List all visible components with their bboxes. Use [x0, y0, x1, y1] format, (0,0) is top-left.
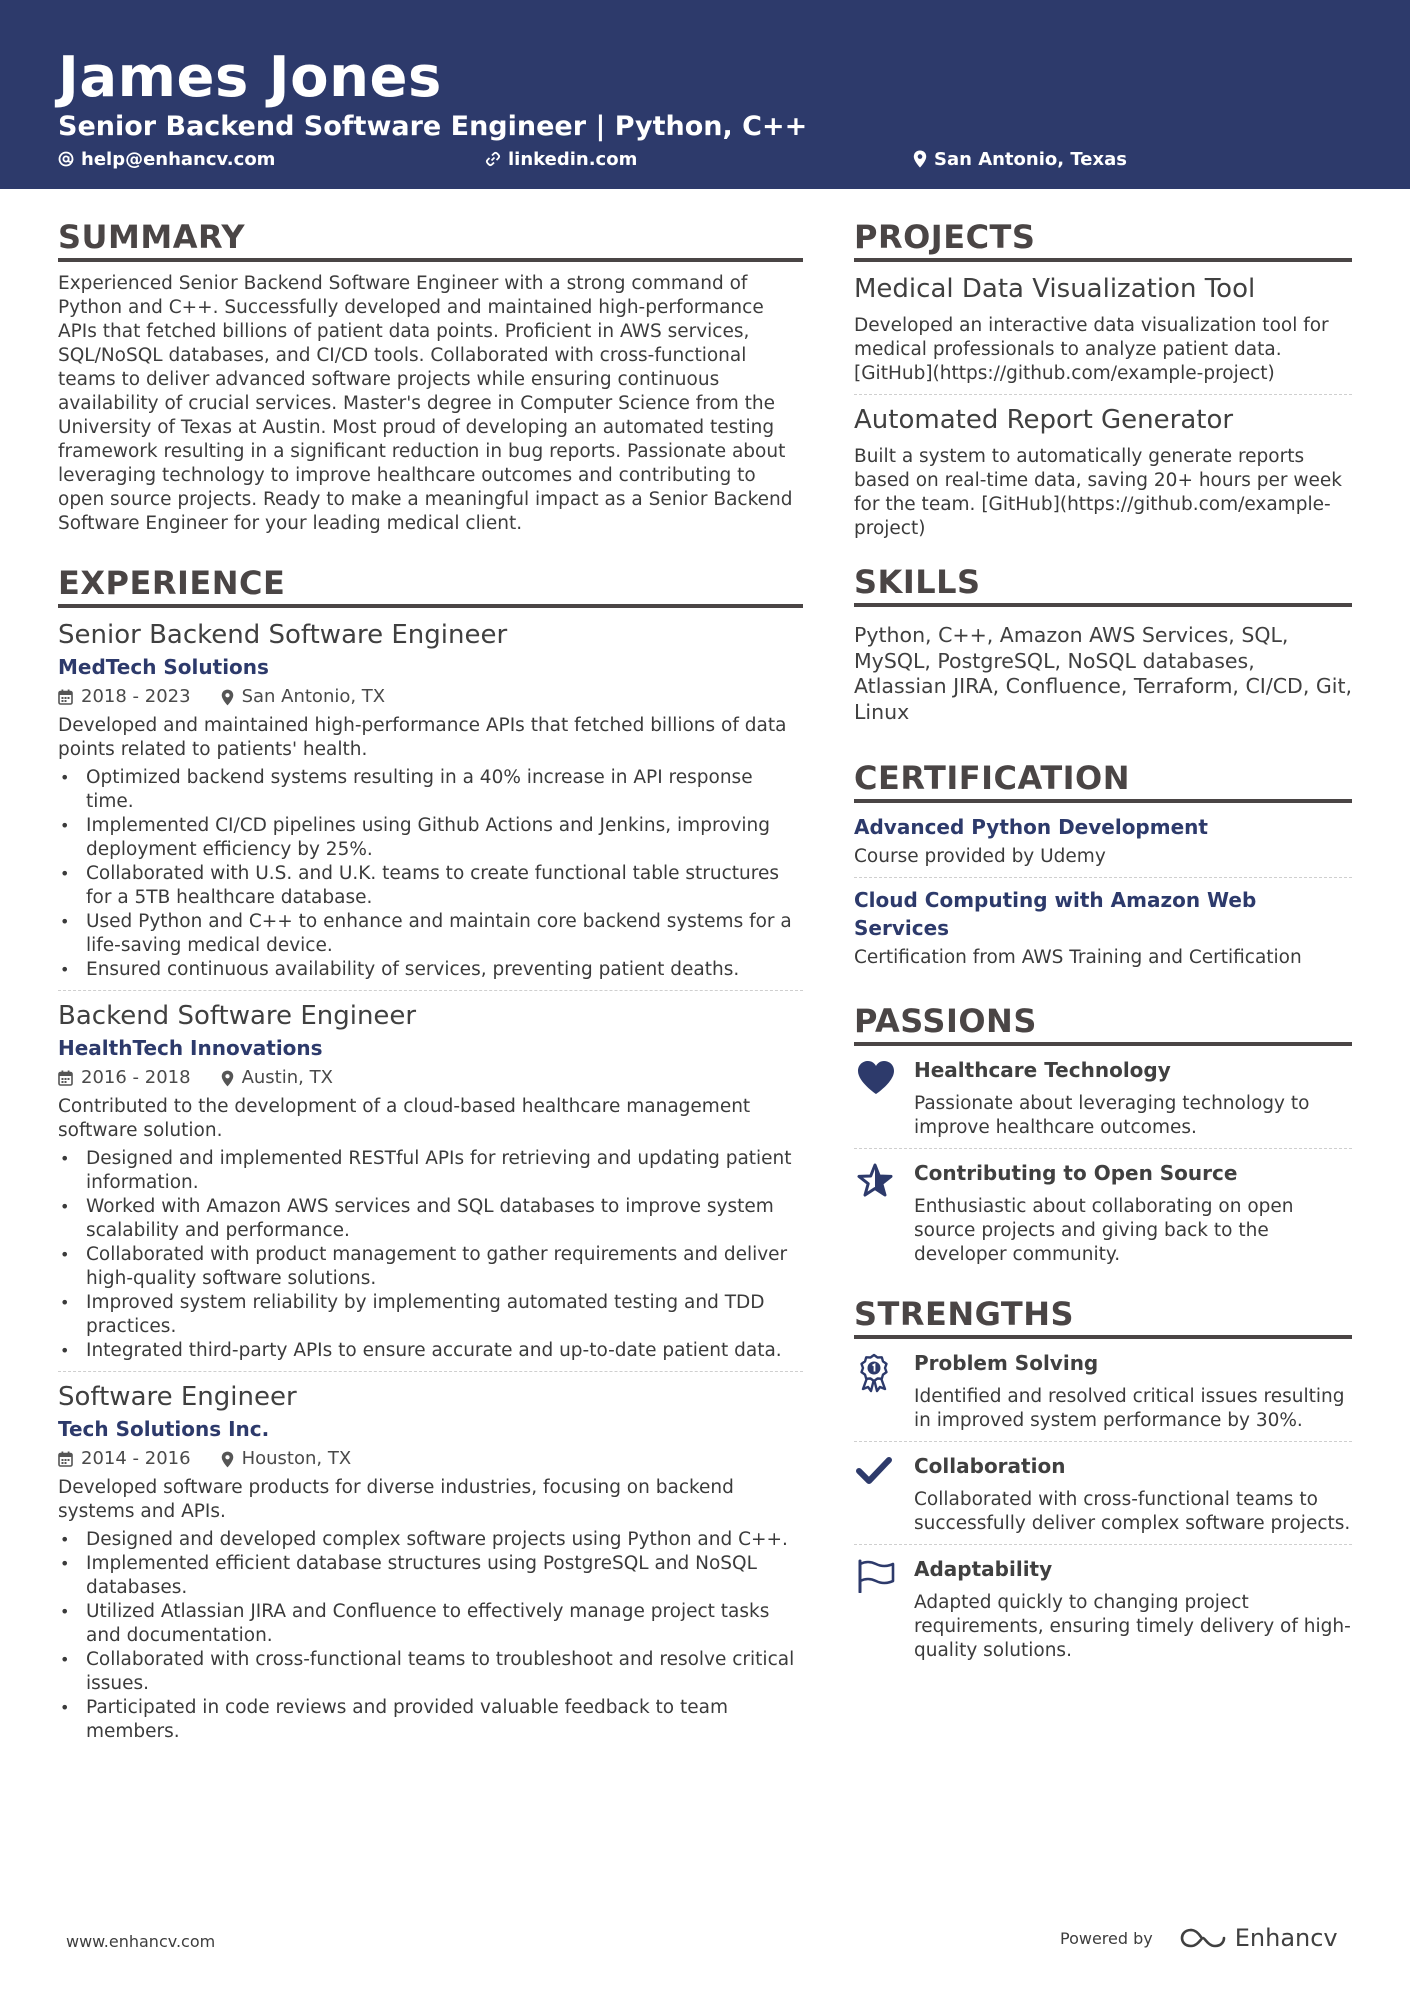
job-description: Developed software products for diverse industries, focusing on backend systems and APIs. [58, 1477, 734, 1522]
powered-by-label: Powered by [1060, 1928, 1153, 1948]
project-entry [854, 272, 1352, 395]
calendar-icon [58, 1070, 73, 1086]
job-bullet: • Collaborated with product management to gather requirements and deliver high-quality software solutions. [58, 1243, 803, 1291]
passion-entry [854, 1159, 1352, 1275]
strength-description: Identified and resolved critical issues resulting in improved system performance by 30%. [914, 1386, 1345, 1431]
strengths-section [854, 1295, 1352, 1671]
candidate-name: James Jones [58, 45, 442, 110]
job-location [221, 1064, 333, 1092]
link-icon [485, 151, 501, 167]
location-pin-icon [913, 150, 927, 168]
job-bullet: • Implemented efficient database structures using PostgreSQL and NoSQL databases. [58, 1552, 803, 1600]
job-dates-text: 2016 - 2018 [81, 1067, 191, 1088]
job-dates [58, 1445, 191, 1473]
passions-heading: PASSIONS [854, 1002, 1352, 1046]
job-meta [58, 1445, 803, 1473]
flag-icon [854, 1555, 914, 1663]
summary-heading: SUMMARY [58, 218, 803, 262]
job-location-text: Houston, TX [241, 1448, 352, 1469]
experience-heading: EXPERIENCE [58, 564, 803, 608]
job-meta [58, 683, 803, 711]
projects-heading: PROJECTS [854, 218, 1352, 262]
experience-entry [58, 618, 803, 991]
award-icon [854, 1349, 914, 1433]
passion-description: Enthusiastic about collaborating on open source projects and giving back to the developer community. [914, 1196, 1294, 1265]
job-bullet: • Collaborated with cross-functional teams to troubleshoot and resolve critical issues. [58, 1648, 803, 1696]
passion-title: Contributing to Open Source [914, 1161, 1238, 1185]
job-title: Backend Software Engineer [58, 1001, 417, 1031]
strength-description: Collaborated with cross-functional teams to successfully deliver complex software projects. [914, 1489, 1351, 1534]
certification-title: Advanced Python Development [854, 815, 1208, 839]
passion-entry [854, 1056, 1352, 1149]
strengths-heading: STRENGTHS [854, 1295, 1352, 1339]
experience-section [58, 564, 803, 1752]
contact-location [913, 148, 1127, 170]
job-bullets [58, 1147, 803, 1363]
job-dates [58, 683, 191, 711]
experience-entry [58, 999, 803, 1372]
contact-linkedin[interactable] [485, 148, 637, 170]
company-name: Tech Solutions Inc. [58, 1417, 270, 1441]
summary-text: Experienced Senior Backend Software Engineer with a strong command of Python and C++. Successfully developed and maintained high-performance APIs that fetched billions of patient data points. Proficient in AWS services, SQL/NoSQL databases, and CI/CD tools. Collaborated with cross-functional teams to deliver advanced software projects while ensuring continuous availability of crucial services. Master's degree in Computer Science from the University of Texas at Austin. Most proud of developing an automated testing framework resulting in a significant reduction in bug reports. Passionate about leveraging technology to improve healthcare outcomes and contributing to open source projects. Ready to make a meaningful impact as a Senior Backend Software Engineer for your leading medical client. [58, 273, 793, 534]
job-bullet: • Ensured continuous availability of services, preventing patient deaths. [58, 958, 803, 982]
projects-section [854, 218, 1352, 549]
strength-description: Adapted quickly to changing project requirements, ensuring timely delivery of high-quality solutions. [914, 1592, 1351, 1661]
calendar-icon [58, 1451, 73, 1467]
enhancv-logo-icon [1179, 1926, 1227, 1950]
location-pin-icon [221, 689, 234, 706]
certification-title: Cloud Computing with Amazon Web Services [854, 888, 1257, 940]
star-icon [854, 1159, 914, 1267]
location-pin-icon [221, 1451, 234, 1468]
job-bullets [58, 1528, 803, 1744]
company-name: HealthTech Innovations [58, 1036, 323, 1060]
calendar-icon [58, 689, 73, 705]
experience-entry [58, 1380, 803, 1752]
job-bullet: • Utilized Atlassian JIRA and Confluence to effectively manage project tasks and documentation. [58, 1600, 803, 1648]
job-bullet: • Improved system reliability by implementing automated testing and TDD practices. [58, 1291, 803, 1339]
job-bullet: • Integrated third-party APIs to ensure accurate and up-to-date patient data. [58, 1339, 803, 1363]
resume-header [0, 0, 1410, 189]
certification-heading: CERTIFICATION [854, 759, 1352, 803]
right-column [854, 218, 1352, 1681]
strength-entry [854, 1452, 1352, 1545]
project-description: Developed an interactive data visualization tool for medical professionals to analyze patient data. [GitHub](https://github.com/example-project) [854, 315, 1329, 384]
certification-description: Certification from AWS Training and Certification [854, 947, 1302, 968]
strength-entry [854, 1555, 1352, 1671]
job-location-text: San Antonio, TX [241, 686, 386, 707]
job-description: Developed and maintained high-performance APIs that fetched billions of data points related to patients' health. [58, 715, 787, 760]
summary-section [58, 218, 803, 536]
strength-title: Problem Solving [914, 1351, 1099, 1375]
at-sign-icon [58, 151, 74, 167]
certification-section [854, 759, 1352, 978]
passion-title: Healthcare Technology [914, 1058, 1171, 1082]
skills-heading: SKILLS [854, 563, 1352, 607]
project-title: Automated Report Generator [854, 405, 1234, 435]
linkedin-text: linkedin.com [508, 148, 638, 170]
job-location [221, 683, 386, 711]
location-pin-icon [221, 1070, 234, 1087]
strength-title: Adaptability [914, 1557, 1053, 1581]
job-dates [58, 1064, 191, 1092]
project-entry [854, 403, 1352, 549]
job-bullet: • Participated in code reviews and provided valuable feedback to team members. [58, 1696, 803, 1744]
job-location-text: Austin, TX [241, 1067, 333, 1088]
job-meta [58, 1064, 803, 1092]
job-location [221, 1445, 352, 1473]
job-bullet: • Designed and implemented RESTful APIs for retrieving and updating patient information. [58, 1147, 803, 1195]
job-bullet: • Collaborated with U.S. and U.K. teams to create functional table structures for a 5TB healthcare database. [58, 862, 803, 910]
strength-title: Collaboration [914, 1454, 1066, 1478]
project-description: Built a system to automatically generate reports based on real-time data, saving 20+ hours per week for the team. [GitHub](https://github.com/example-project) [854, 446, 1342, 539]
job-dates-text: 2014 - 2016 [81, 1448, 191, 1469]
checkmark-icon [854, 1452, 914, 1536]
certification-entry [854, 813, 1352, 878]
skills-section [854, 563, 1352, 725]
job-bullet: • Designed and developed complex software projects using Python and C++. [58, 1528, 803, 1552]
skills-text: Python, C++, Amazon AWS Services, SQL, MySQL, PostgreSQL, NoSQL databases, Atlassian JIRA, Confluence, Terraform, CI/CD, Git, Linux [854, 623, 1352, 724]
job-bullet: • Implemented CI/CD pipelines using Github Actions and Jenkins, improving deployment efficiency by 25%. [58, 814, 803, 862]
job-title: Software Engineer [58, 1382, 297, 1412]
candidate-title: Senior Backend Software Engineer | Python, C++ [58, 111, 808, 142]
footer-website[interactable]: www.enhancv.com [66, 1932, 216, 1951]
strength-entry [854, 1349, 1352, 1442]
job-title: Senior Backend Software Engineer [58, 620, 508, 650]
company-name: MedTech Solutions [58, 655, 269, 679]
passions-section [854, 1002, 1352, 1275]
certification-description: Course provided by Udemy [854, 846, 1106, 867]
job-bullets [58, 766, 803, 982]
job-bullet: • Used Python and C++ to enhance and maintain core backend systems for a life-saving medical device. [58, 910, 803, 958]
job-description: Contributed to the development of a cloud-based healthcare management software solution. [58, 1096, 751, 1141]
heart-icon [854, 1056, 914, 1140]
contact-email[interactable] [58, 148, 275, 170]
location-text: San Antonio, Texas [934, 148, 1127, 170]
job-bullet: • Worked with Amazon AWS services and SQL databases to improve system scalability and performance. [58, 1195, 803, 1243]
footer-powered-by[interactable] [1060, 1924, 1338, 1952]
email-text: help@enhancv.com [81, 148, 276, 170]
passion-description: Passionate about leveraging technology to improve healthcare outcomes. [914, 1093, 1310, 1138]
job-dates-text: 2018 - 2023 [81, 686, 191, 707]
project-title: Medical Data Visualization Tool [854, 274, 1256, 304]
brand-name: Enhancv [1234, 1924, 1338, 1952]
left-column [58, 218, 803, 1760]
job-bullet: • Optimized backend systems resulting in a 40% increase in API response time. [58, 766, 803, 814]
certification-entry [854, 886, 1352, 978]
